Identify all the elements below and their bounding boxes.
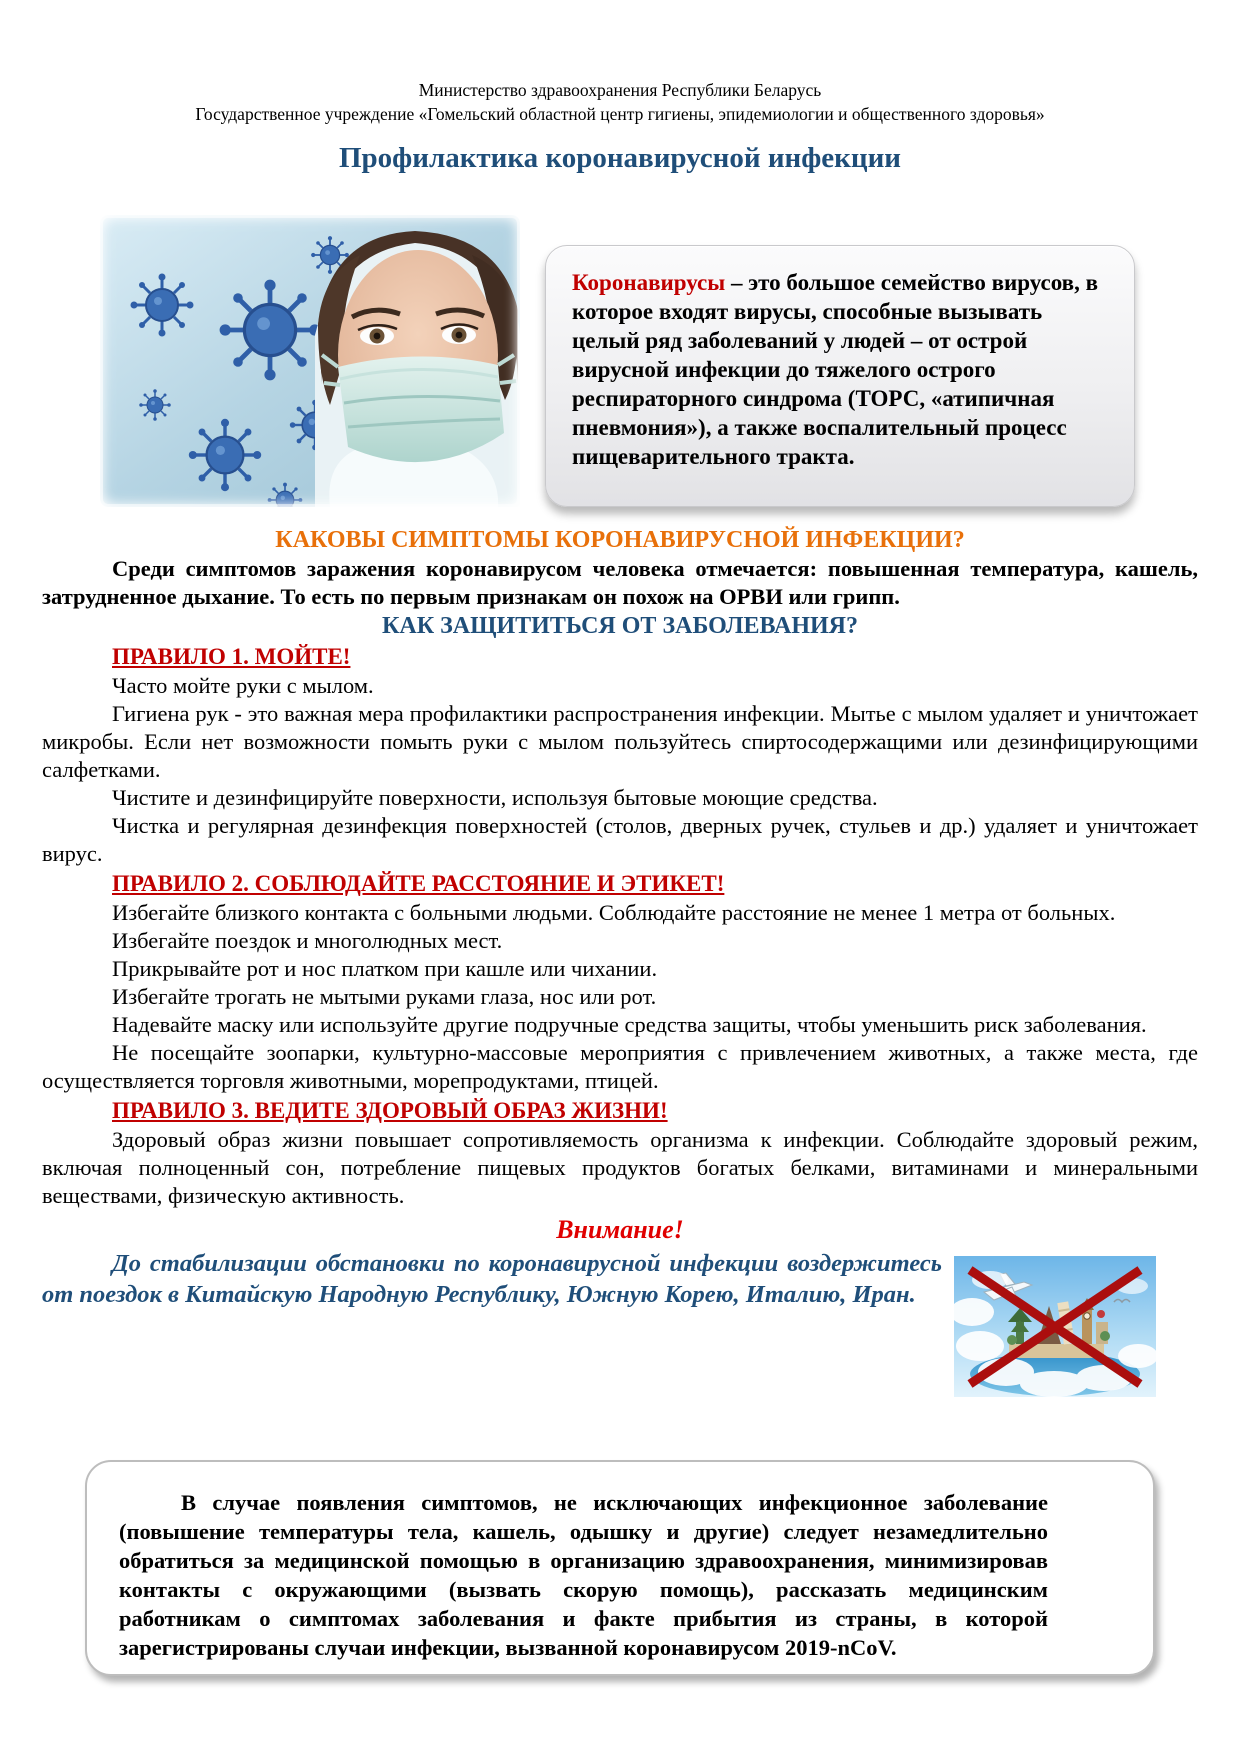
document-header (0, 0, 1240, 126)
header-line-2: Государственное учреждение «Гомельский областной центр гигиены, эпидемиологии и общественного здоровья» (195, 104, 1045, 124)
rule-2-paragraph: Избегайте трогать не мытыми руками глаза, нос или рот. (112, 984, 657, 1009)
travel-ban-image (954, 1256, 1156, 1397)
rule-2-paragraph: Надевайте маску или используйте другие подручные средства защиты, чтобы уменьшить риск заболевания. (112, 1012, 1147, 1037)
definition-body-text: – это большое семейство вирусов, в которое входят вирусы, способные вызывать целый ряд заболеваний у людей – от острой вирусной инфекции до тяжелого острого респираторного синдрома (ТОРС, «атипичная пневмония»), а также воспалительный процесс пищеварительного тракта. (572, 270, 1098, 469)
virus-icon (220, 280, 321, 381)
attention-heading: Внимание! (556, 1215, 684, 1244)
rule-2-paragraph: Не посещайте зоопарки, культурно-массовые мероприятия с привлечением животных, а также места, где осуществляется торговля животными, морепродуктами, птицей. (42, 1040, 1198, 1093)
rule-2-paragraph: Прикрывайте рот и нос платком при кашле или чихании. (112, 956, 658, 981)
attention-section (42, 1248, 1198, 1397)
protection-heading: КАК ЗАЩИТИТЬСЯ ОТ ЗАБОЛЕВАНИЯ? (381, 613, 858, 639)
rule-1-heading: ПРАВИЛО 1. МОЙТЕ! (112, 644, 351, 669)
masked-woman-photo (100, 215, 520, 507)
attention-text: До стабилизации обстановки по коронавирусной инфекции воздержитесь от поездок в Китайскую Народную Республику, Южную Корею, Италию, Иран. (42, 1250, 942, 1308)
rule-2-heading: ПРАВИЛО 2. СОБЛЮДАЙТЕ РАССТОЯНИЕ И ЭТИКЕТ! (112, 871, 725, 896)
rule-1-paragraph: Гигиена рук - это важная мера профилактики распространения инфекции. Мытье с мылом удаляет и уничтожает микробы. Если нет возможности помыть руки с мылом пользуйтесь спиртосодержащими или дезинфицирующими салфетками. (42, 701, 1198, 782)
medical-help-notice-text: В случае появления симптомов, не исключающих инфекционное заболевание (повышение температуры тела, кашель, одышку и другие) следует незамедлительно обратиться за медицинской помощью в организацию здравоохранения, минимизировав контакты с окружающими (вызвать скорую помощь), рассказать медицинским работникам о симптомах заболевания и факте прибытия из страны, в которой зарегистрированы случаи инфекции, вызванной коронавирусом 2019-nCoV. (119, 1490, 1048, 1660)
rule-3-heading: ПРАВИЛО 3. ВЕДИТЕ ЗДОРОВЫЙ ОБРАЗ ЖИЗНИ! (112, 1098, 668, 1123)
rule-1-paragraph: Чистка и регулярная дезинфекция поверхностей (столов, дверных ручек, стульев и др.) удаляет и уничтожает вирус. (42, 813, 1198, 866)
header-line-1: Министерство здравоохранения Республики Беларусь (418, 80, 822, 100)
page-title: Профилактика коронавирусной инфекции (338, 142, 902, 174)
definition-lead-word: Коронавирусы (572, 270, 726, 295)
balloon-icon (1097, 1310, 1105, 1318)
medical-help-notice-box (85, 1460, 1155, 1676)
rule-1-paragraph: Часто мойте руки с мылом. (112, 673, 374, 698)
coronavirus-definition-box (545, 245, 1135, 507)
rule-2-paragraph: Избегайте близкого контакта с больными людьми. Соблюдайте расстояние не менее 1 метра от больных. (112, 900, 1116, 925)
hero-section (0, 175, 1240, 505)
rule-2-paragraph: Избегайте поездок и многолюдных мест. (112, 928, 503, 953)
rule-3-paragraph: Здоровый образ жизни повышает сопротивляемость организма к инфекции. Соблюдайте здоровый режим, включая полноценный сон, потребление пищевых продуктов богатых белками, витаминами и минеральными веществами, физическую активность. (42, 1127, 1198, 1208)
symptoms-text: Среди симптомов заражения коронавирусом человека отмечается: повышенная температура, кашель, затрудненное дыхание. То есть по первым признакам он похож на ОРВИ или грипп. (42, 556, 1198, 609)
rule-1-paragraph: Чистите и дезинфицируйте поверхности, используя бытовые моющие средства. (112, 785, 878, 810)
symptoms-heading: КАКОВЫ СИМПТОМЫ КОРОНАВИРУСНОЙ ИНФЕКЦИИ? (275, 527, 965, 553)
